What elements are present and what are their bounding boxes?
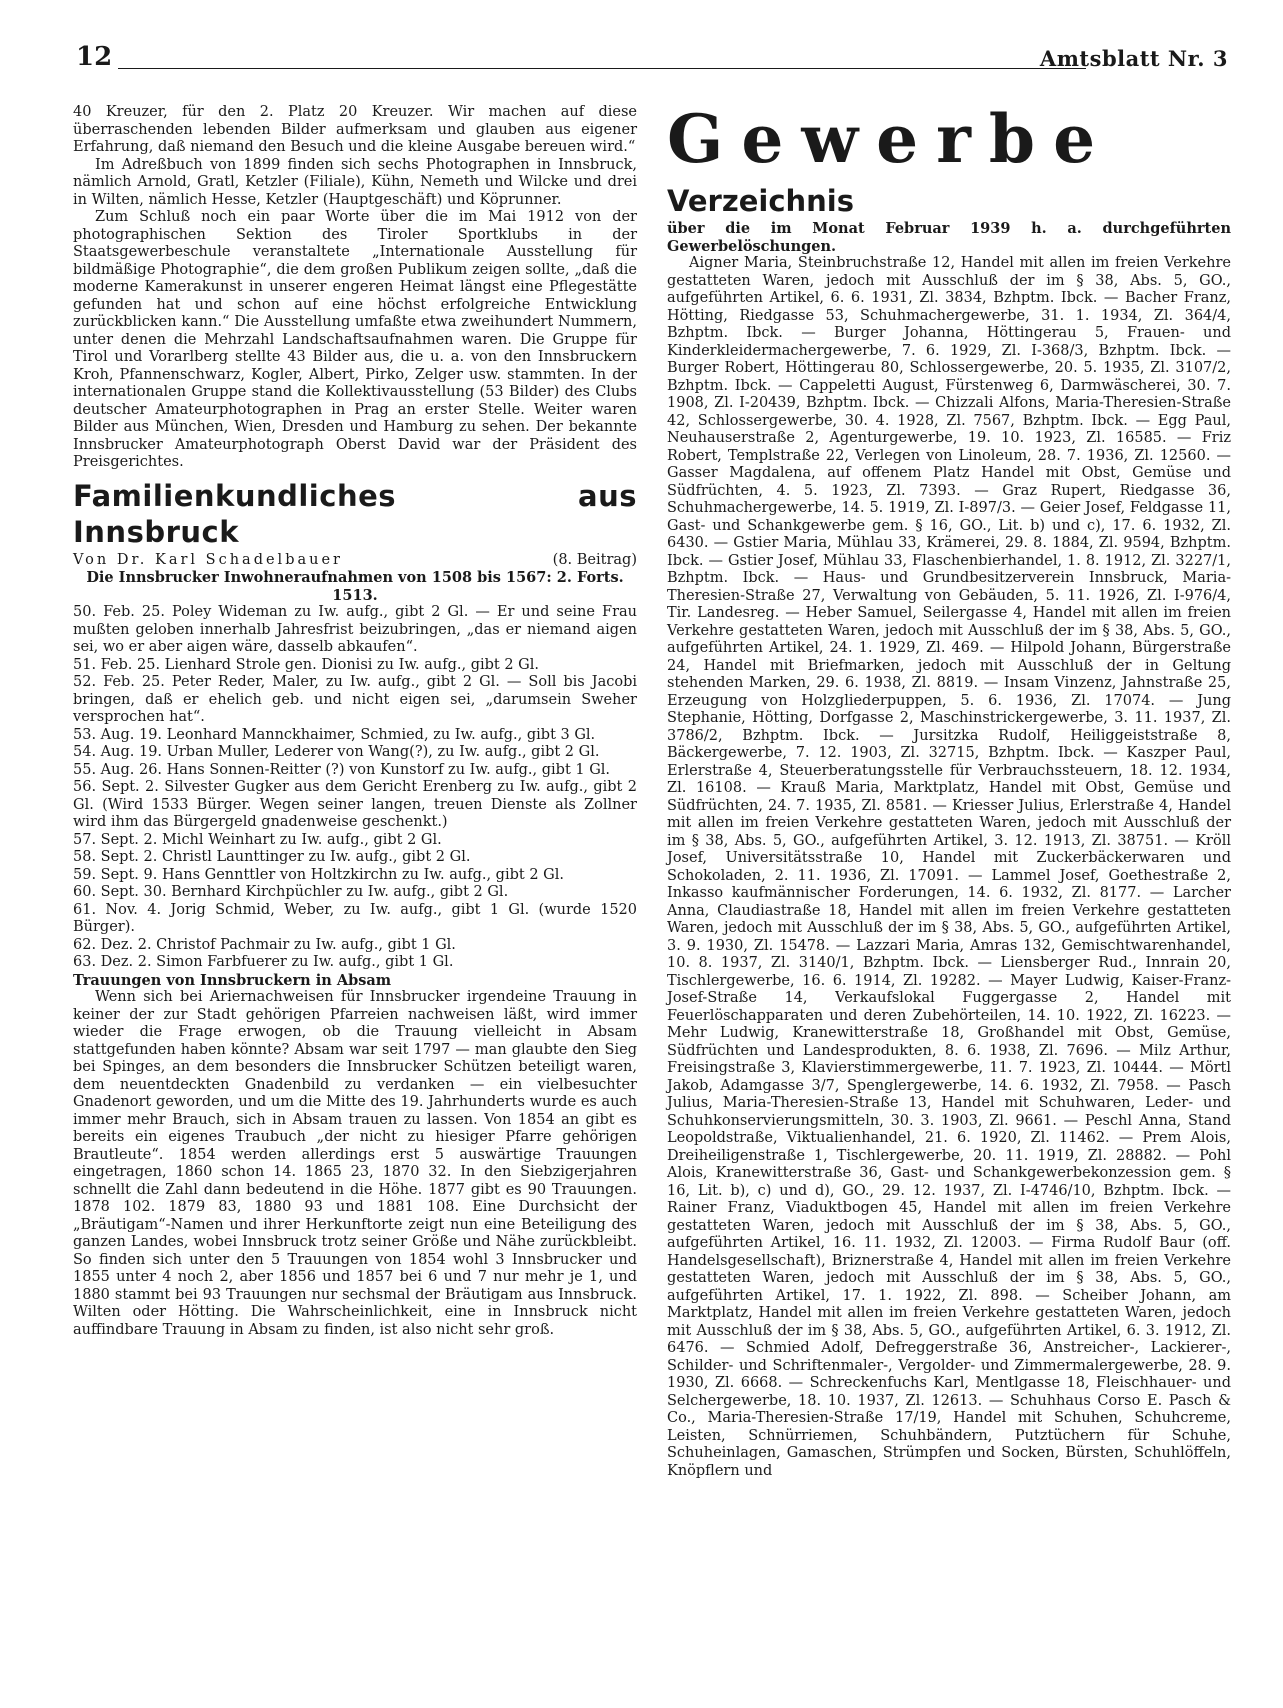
list-item: 60. Sept. 30. Bernhard Kirchpüchler zu Iw. aufg., gibt 2 Gl. xyxy=(73,884,509,900)
list-item: 61. Nov. 4. Jorig Schmid, Weber, zu Iw. aufg., gibt 1 Gl. (wurde 1520 Bürger). xyxy=(73,901,637,935)
year-label: 1513. xyxy=(332,586,378,604)
familien-heading: Familienkundliches aus Innsbruck xyxy=(73,478,637,549)
list-item: 50. Feb. 25. Poley Wideman zu Iw. aufg., gibt 2 Gl. — Er und seine Frau mußten geloben innerhalb Jahresfrist beizubringen, „das er niemand aigen sei, wo er aber aigen wäre, dasselb abkaufen“. xyxy=(73,604,637,655)
list-item: 51. Feb. 25. Lienhard Strole gen. Dionisi zu Iw. aufg., gibt 2 Gl. xyxy=(73,656,539,673)
right-column xyxy=(667,100,1231,1480)
author: Von Dr. Karl Schadelbauer xyxy=(73,551,343,568)
list-item: 58. Sept. 2. Christl Launttinger zu Iw. aufg., gibt 2 Gl. xyxy=(73,849,471,865)
verzeichnis-subtitle: über die im Monat Februar 1939 h. a. durchgeführten Gewerbelöschungen. xyxy=(667,220,1231,255)
intro-paragraph: Zum Schluß noch ein paar Worte über die im Mai 1912 von der photographischen Sektion des Tiroler Sportklubs in der Staatsgewerbeschule veranstaltete „Internationale Ausstellung für bildmäßige Photographie“, die dem großen Publikum zeigen sollte, „daß die moderne Kamerakunst in unserer engeren Heimat längst eine Pflegestätte gefunden hat und schon auf eine höchst erfolgreiche Entwicklung zurückblicken kann.“ Die Ausstellung umfaßte etwa zweihundert Nummern, unter denen die Mehrzahl Landschaftsaufnahmen waren. Die Gruppe für Tirol und Vorarlberg stellte 43 Bilder aus, die u. a. von den Innsbruckern Kroh, Pfannenschwarz, Kogler, Albert, Pirko, Zelger usw. stammten. In der internationalen Gruppe stand die Kollektivausstellung (53 Bilder) des Clubs deutscher Amateurphotographen in Prag an erster Stelle. Weiter waren Bilder aus München, Wien, Dresden und Hamburg zu sehen. Der bekannte Innsbrucker Amateurphotograph Oberst David war der Präsident des Preisgerichtes. xyxy=(73,209,637,470)
list-item: 63. Dez. 2. Simon Farbfuerer zu Iw. aufg., gibt 1 Gl. xyxy=(73,954,454,970)
list-item: 57. Sept. 2. Michl Weinhart zu Iw. aufg., gibt 2 Gl. xyxy=(73,831,442,848)
gewerbe-heading: Gewerbe xyxy=(667,100,1114,178)
intro-paragraph: Im Adreßbuch von 1899 finden sich sechs Photographen in Innsbruck, nämlich Arnold, Gratl, Ketzler (Filiale), Kühn, Nemeth und Wilcke und drei in Wilten, nämlich Hesse, Ketzler (Hauptgeschäft) und Köprunner. xyxy=(73,156,637,208)
list-item: 54. Aug. 19. Urban Muller, Lederer von Wang(?), zu Iw. aufg., gibt 2 Gl. xyxy=(73,744,600,760)
part-number: (8. Beitrag) xyxy=(552,551,637,568)
verzeichnis-text: Aigner Maria, Steinbruchstraße 12, Handel mit allen im freien Verkehre gestatteten Waren, jedoch mit Ausschluß der im § 38, Abs. 5, GO., aufgeführten Artikel, 6. 6. 1931, Zl. 3834, Bzhptm. Ibck. — Bacher Franz, Hötting, Riedgasse 53, Schuhmachergewerbe, 31. 1. 1934, Zl. 364/4, Bzhptm. Ibck. — Burger Johanna, Höttingerau 5, Frauen- und Kinderkleidermachergewerbe, 7. 6. 1929, Zl. I-368/3, Bzhptm. Ibck. — Burger Robert, Höttingerau 80, Schlossergewerbe, 20. 5. 1935, Zl. 3107/2, Bzhptm. Ibck. — Cappeletti August, Fürstenweg 6, Darmwäscherei, 30. 7. 1908, Zl. I-20439, Bzhptm. Ibck. — Chizzali Alfons, Maria-Theresien-Straße 42, Schlossergewerbe, 30. 4. 1928, Zl. 7567, Bzhptm. Ibck. — Egg Paul, Neuhauserstraße 2, Agenturgewerbe, 19. 10. 1923, Zl. 16585. — Friz Robert, Templstraße 22, Verlegen von Linoleum, 28. 7. 1936, Zl. 12560. — Gasser Magdalena, auf offenem Platz Handel mit Obst, Gemüse und Südfrüchten, 4. 5. 1923, Zl. 7393. — Graz Rupert, Riedgasse 36, Schuhmachergewerbe, 14. 5. 1919, Zl. I-897/3. — Geier Josef, Feldgasse 11, Gast- und Schankgewerbe gem. § 16, GO., Lit. b) und c), 17. 6. 1932, Zl. 6430. — Gstier Maria, Mühlau 33, Krämerei, 29. 8. 1884, Zl. 9594, Bzhptm. Ibck. — Gstier Josef, Mühlau 33, Flaschenbierhandel, 1. 8. 1912, Zl. 3227/1, Bzhptm. Ibck. — Haus- und Grundbesitzerverein Innsbruck, Maria-Theresien-Straße 27, Verwaltung von Gebäuden, 5. 11. 1926, Zl. I-976/4, Tir. Landesreg. — Heber Samuel, Seilergasse 4, Handel mit allen im freien Verkehre gestatteten Waren, jedoch mit Ausschluß der im § 38, Abs. 5, GO., aufgeführten Artikel, 24. 1. 1929, Zl. 469. — Hilpold Johann, Bürgerstraße 24, Handel mit Briefmarken, jedoch mit Ausschluß der in Geltung stehenden Marken, 29. 6. 1938, Zl. 8819. — Insam Vinzenz, Jahnstraße 25, Erzeugung von Holzgliederpuppen, 5. 6. 1936, Zl. 17074. — Jung Stephanie, Hötting, Dorfgasse 2, Maschinstrickergewerbe, 3. 11. 1937, Zl. 3786/2, Bzhptm. Ibck. — Jursitzka Rudolf, Heiliggeiststraße 8, Bäckergewerbe, 7. 12. 1903, Zl. 32715, Bzhptm. Ibck. — Kaszper Paul, Erlerstraße 4, Steuerberatungsstelle für Verbrauchssteuern, 18. 12. 1934, Zl. 16108. — Krauß Maria, Marktplatz, Handel mit Obst, Gemüse und Südfrüchten, 24. 7. 1935, Zl. 8581. — Kriesser Julius, Erlerstraße 4, Handel mit allen im freien Verkehre gestatteten Waren, jedoch mit Ausschluß der im § 38, Abs. 5, GO., aufgeführten Artikel, 3. 12. 1913, Zl. 38751. — Kröll Josef, Universitätsstraße 10, Handel mit Zuckerbäckerwaren und Schokoladen, 2. 11. 1936, Zl. 17091. — Lammel Josef, Goethestraße 2, Inkasso kaufmännischer Forderungen, 14. 6. 1932, Zl. 8177. — Larcher Anna, Claudiastraße 18, Handel mit allen im freien Verkehre gestatteten Waren, jedoch mit Ausschluß der im § 38, Abs. 5, GO., aufgeführten Artikel, 3. 9. 1930, Zl. 15478. — Lazzari Maria, Amras 132, Gemischtwarenhandel, 10. 8. 1937, Zl. 3140/1, Bzhptm. Ibck. — Liensberger Rud., Innrain 20, Tischlergewerbe, 16. 6. 1914, Zl. 19282. — Mayer Ludwig, Kaiser-Franz-Josef-Straße 14, Verkaufslokal Fuggergasse 2, Handel mit Feuerlöschapparaten und deren Zubehörteilen, 14. 10. 1922, Zl. 16223. — Mehr Ludwig, Kranewitterstraße 18, Großhandel mit Obst, Gemüse, Südfrüchten und Landesprodukten, 8. 6. 1938, Zl. 7696. — Milz Arthur, Freisingstraße 3, Klavierstimmergewerbe, 11. 7. 1923, Zl. 10444. — Mörtl Jakob, Adamgasse 3/7, Spenglergewerbe, 14. 6. 1932, Zl. 7958. — Pasch Julius, Maria-Theresien-Straße 13, Handel mit Schuhwaren, Leder- und Schuhkonservierungsmitteln, 30. 3. 1903, Zl. 9661. — Peschl Anna, Stand Leopoldstraße, Viktualienhandel, 21. 6. 1920, Zl. 11462. — Prem Alois, Dreiheiligenstraße 1, Tischlergewerbe, 20. 11. 1919, Zl. 28882. — Pohl Alois, Kranewitterstraße 36, Gast- und Schankgewerbekonzession gem. § 16, Lit. b), c) und d), GO., 29. 12. 1937, Zl. I-4746/10, Bzhptm. Ibck. — Rainer Franz, Viaduktbogen 45, Handel mit allen im freien Verkehre gestatteten Waren, jedoch mit Ausschluß der im § 38, Abs. 5, GO., aufgeführten Artikel, 16. 11. 1932, Zl. 12003. — Firma Rudolf Baur (off. Handelsgesellschaft), Briznerstraße 4, Handel mit allen im freien Verkehre gestatteten Waren, jedoch mit Ausschluß der im § 38, Abs. 5, GO., aufgeführten Artikel, 17. 1. 1922, Zl. 898. — Scheiber Johann, am Marktplatz, Handel mit allen im freien Verkehre gestatteten Waren, jedoch mit Ausschluß der im § 38, Abs. 5, GO., aufgeführten Artikel, 6. 3. 1912, Zl. 6476. — Schmied Adolf, Defreggerstraße 36, Anstreicher-, Lackierer-, Schilder- und Schriftenmaler-, Vergolder- und Zimmermalergewerbe, 28. 9. 1930, Zl. 6668. — Schreckenfuchs Karl, Mentlgasse 18, Fleischhauer- und Selchergewerbe, 18. 10. 1937, Zl. 12613. — Schuhhaus Corso E. Pasch & Co., Maria-Theresien-Straße 17/19, Handel mit Schuhen, Schuhcreme, Leisten, Schnürriemen, Schuhbändern, Putztüchern für Schuhe, Schuheinlagen, Gamaschen, Strümpfen und Socken, Bürsten, Schuhlöffeln, Knöpflern und xyxy=(667,255,1231,1479)
running-title: Amtsblatt Nr. 3 xyxy=(1039,46,1228,71)
verzeichnis-heading: Verzeichnis xyxy=(667,184,854,218)
page-number: 12 xyxy=(76,42,113,72)
list-item: 55. Aug. 26. Hans Sonnen-Reitter (?) von Kunstorf zu Iw. aufg., gibt 1 Gl. xyxy=(73,761,611,778)
intro-paragraph: 40 Kreuzer, für den 2. Platz 20 Kreuzer. Wir machen auf diese überraschenden lebenden Bilder aufmerksam und glauben aus eigener Erfahrung, daß niemand den Besuch und die kleine Ausgabe bereuen wird.“ xyxy=(73,104,637,155)
series-title: Die Innsbrucker Inwohneraufnahmen von 1508 bis 1567: 2. Forts. xyxy=(86,569,624,586)
page-header xyxy=(76,42,1228,82)
list-item: 62. Dez. 2. Christof Pachmair zu Iw. aufg., gibt 1 Gl. xyxy=(73,936,456,953)
left-column xyxy=(73,104,637,1339)
byline xyxy=(73,552,637,570)
list-item: 52. Feb. 25. Peter Reder, Maler, zu Iw. aufg., gibt 2 Gl. — Soll bis Jacobi bringen, daß er ehelich geb. und nicht eigen sei, „darumsein Sweher versprochen hat“. xyxy=(73,674,637,725)
list-item: 56. Sept. 2. Silvester Gugker aus dem Gericht Erenberg zu Iw. aufg., gibt 2 Gl. (Wird 1533 Bürger. Wegen seiner langen, treuen Dienste als Zollner wird ihm das Bürgergeld gnadenweise geschenkt.) xyxy=(73,779,637,830)
header-rule xyxy=(118,68,1086,69)
list-item: 59. Sept. 9. Hans Gennttler von Holtzkirchn zu Iw. aufg., gibt 2 Gl. xyxy=(73,866,564,883)
trauungen-text: Wenn sich bei Ariernachweisen für Innsbrucker irgendeine Trauung in keiner der zur Stadt gehörigen Pfarreien nachweisen läßt, wird immer wieder die Frage erwogen, ob die Trauung vielleicht in Absam stattgefunden haben könnte? Absam war seit 1797 — man glaubte den Sieg bei Spinges, an dem besonders die Innsbrucker Schützen beteiligt waren, dem neuentdeckten Gnadenbild zu verdanken — ein vielbesuchter Gnadenort geworden, und um die Mitte des 19. Jahrhunderts wurde es auch immer mehr Brauch, sich in Absam trauen zu lassen. Von 1854 an gibt es bereits ein eigenes Traubuch „der nicht zu hiesiger Pfarre gehörigen Brautleute“. 1854 werden allerdings erst 5 auswärtige Trauungen eingetragen, 1860 schon 14. 1865 23, 1870 32. In den Siebzigerjahren schnellt die Zahl dann bedeutend in die Höhe. 1877 gibt es 90 Trauungen. 1878 102. 1879 83, 1880 93 und 1881 108. Eine Durchsicht der „Bräutigam“-Namen und ihrer Herkunftorte zeigt nun eine Beteiligung des ganzen Landes, wobei Innsbruck trotz seiner Größe und Nähe zurückbleibt. So finden sich unter den 5 Trauungen von 1854 wohl 3 Innsbrucker und 1855 unter 4 noch 2, aber 1856 und 1857 bei 6 und 7 nur mehr je 1, und 1880 stammt bei 93 Trauungen nur sechsmal der Bräutigam aus Innsbruck. Wilten oder Hötting. Die Wahrscheinlichkeit, eine in Innsbruck nicht auffindbare Trauung in Absam zu finden, ist also nicht sehr groß. xyxy=(73,989,637,1338)
list-item: 53. Aug. 19. Leonhard Mannckhaimer, Schmied, zu Iw. aufg., gibt 3 Gl. xyxy=(73,726,596,743)
trauungen-heading: Trauungen von Innsbruckern in Absam xyxy=(73,971,392,989)
